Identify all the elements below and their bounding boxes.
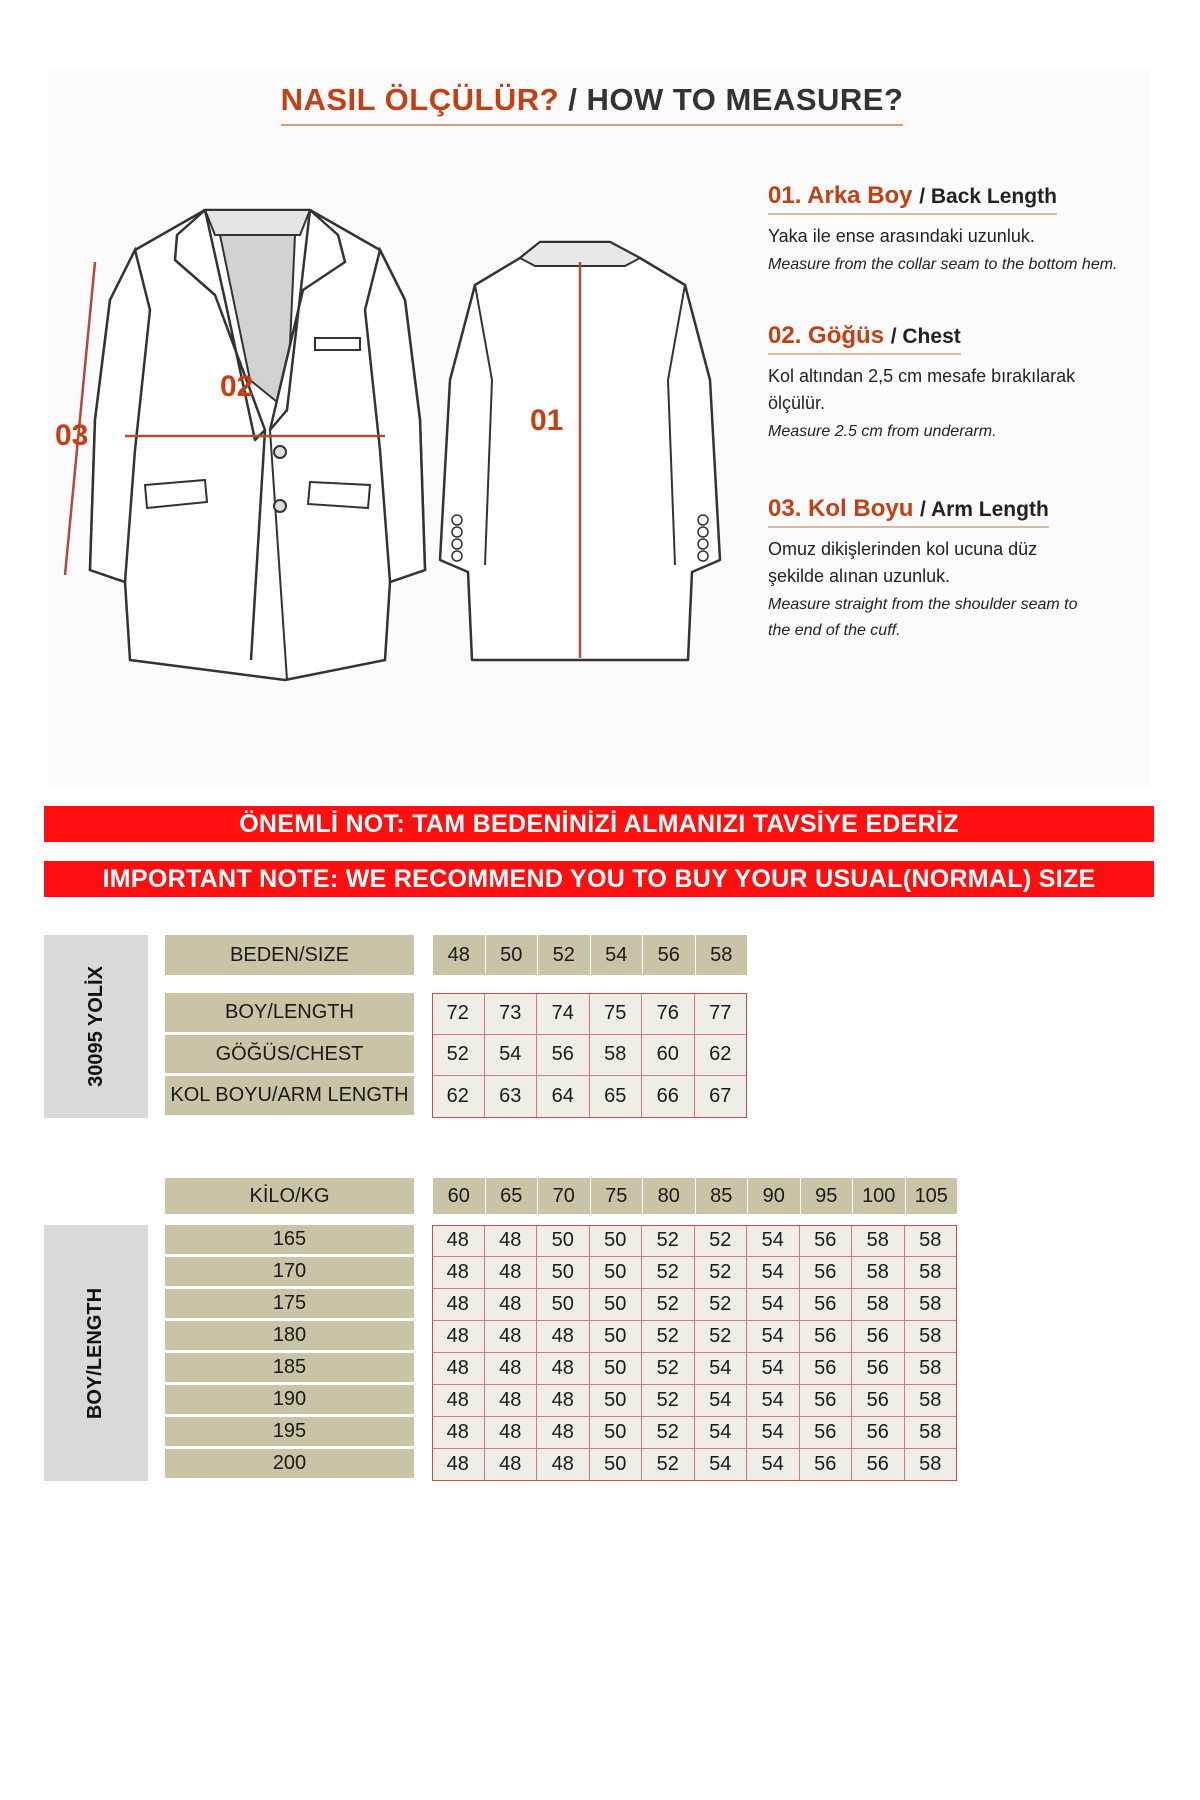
weight-cell: 54 (747, 1289, 800, 1321)
weight-cell: 52 (695, 1225, 748, 1257)
step-2-text-tr: Kol altından 2,5 cm mesafe bırakılarak ölçülür. (768, 366, 1076, 413)
weight-header-cell: 100 (853, 1178, 906, 1214)
weight-cell: 48 (485, 1417, 538, 1449)
weight-cell: 50 (590, 1257, 643, 1289)
height-row-label: 170 (165, 1257, 414, 1286)
weight-cell: 56 (852, 1321, 905, 1353)
weight-cell: 50 (537, 1289, 590, 1321)
note-tr: ÖNEMLİ NOT: TAM BEDENİNİZİ ALMANIZI TAVSİYE EDERİZ (44, 806, 1154, 842)
weight-header-cell: 70 (538, 1178, 591, 1214)
size-row-label: BOY/LENGTH (165, 993, 414, 1032)
step-3-text-tr: Omuz dikişlerinden kol ucuna düz şekilde alınan uzunluk. (768, 539, 1038, 586)
weight-header-row (433, 1178, 958, 1214)
weight-cell: 50 (590, 1385, 643, 1417)
step-2-title-tr: Göğüs (808, 322, 885, 349)
weight-cell: 56 (800, 1385, 853, 1417)
weight-header-label: KİLO/KG (165, 1178, 414, 1214)
weight-header-cell: 65 (486, 1178, 539, 1214)
weight-cell: 58 (905, 1225, 958, 1257)
weight-cell: 48 (432, 1385, 485, 1417)
weight-cell: 56 (852, 1385, 905, 1417)
label-03: 03 (55, 419, 89, 452)
weight-cell: 56 (800, 1353, 853, 1385)
weight-row (432, 1449, 957, 1481)
weight-cell: 54 (747, 1257, 800, 1289)
weight-cell: 54 (747, 1417, 800, 1449)
size-cell: 63 (485, 1076, 538, 1118)
size-cell: 64 (537, 1076, 590, 1118)
size-header-cell: 52 (538, 935, 591, 975)
title-sep: / (559, 82, 587, 117)
weight-cell: 58 (852, 1225, 905, 1257)
weight-cell: 52 (642, 1289, 695, 1321)
weight-row (432, 1353, 957, 1385)
size-cell: 66 (642, 1076, 695, 1118)
height-row-label: 180 (165, 1321, 414, 1350)
label-02: 02 (220, 370, 254, 403)
weight-cell: 56 (800, 1289, 853, 1321)
weight-cell: 48 (485, 1449, 538, 1481)
weight-cell: 54 (747, 1449, 800, 1481)
weight-row (432, 1385, 957, 1417)
weight-cell: 50 (590, 1289, 643, 1321)
size-row (432, 1035, 747, 1077)
weight-cell: 48 (537, 1417, 590, 1449)
weight-cell: 50 (590, 1417, 643, 1449)
weight-cell: 54 (695, 1449, 748, 1481)
step-1-title-tr: Arka Boy (807, 182, 913, 209)
weight-cell: 58 (905, 1321, 958, 1353)
size-cell: 62 (432, 1076, 485, 1118)
title-en: HOW TO MEASURE? (586, 82, 904, 117)
weight-cell: 48 (537, 1385, 590, 1417)
size-row (432, 1076, 747, 1118)
weight-cell: 48 (485, 1385, 538, 1417)
weight-cell: 48 (432, 1289, 485, 1321)
weight-header-cell: 95 (801, 1178, 854, 1214)
size-row (432, 993, 747, 1035)
weight-cell: 50 (590, 1225, 643, 1257)
weight-cell: 52 (642, 1225, 695, 1257)
height-row-label: 185 (165, 1353, 414, 1382)
weight-cell: 48 (432, 1449, 485, 1481)
weight-cell: 58 (852, 1289, 905, 1321)
weight-cell: 56 (800, 1321, 853, 1353)
weight-cell: 54 (695, 1417, 748, 1449)
step-3-heading: 03. Kol Boyu / Arm Length (768, 495, 1049, 528)
weight-header-cell: 105 (906, 1178, 959, 1214)
weight-cell: 58 (905, 1385, 958, 1417)
step-3-num: 03. (768, 495, 802, 522)
weight-row (432, 1417, 957, 1449)
step-2-num: 02. (768, 322, 802, 349)
size-cell: 62 (695, 1035, 748, 1077)
weight-cell: 52 (642, 1257, 695, 1289)
label-01: 01 (530, 404, 564, 437)
weight-cell: 50 (590, 1353, 643, 1385)
weight-cell: 52 (695, 1289, 748, 1321)
weight-cell: 52 (642, 1385, 695, 1417)
jacket-front-diagram (55, 190, 435, 690)
height-row-label: 195 (165, 1417, 414, 1446)
weight-header-cell: 85 (696, 1178, 749, 1214)
size-cell: 58 (590, 1035, 643, 1077)
size-header-label: BEDEN/SIZE (165, 935, 414, 975)
weight-cell: 52 (642, 1321, 695, 1353)
size-row-label: KOL BOYU/ARM LENGTH (165, 1076, 414, 1115)
weight-header-cell: 60 (433, 1178, 486, 1214)
weight-cell: 56 (800, 1449, 853, 1481)
weight-cell: 48 (432, 1321, 485, 1353)
size-header-cell: 54 (591, 935, 644, 975)
height-row-label: 175 (165, 1289, 414, 1318)
step-3 (768, 495, 1098, 644)
step-2 (768, 322, 1098, 445)
weight-cell: 48 (485, 1257, 538, 1289)
weight-cell: 48 (537, 1353, 590, 1385)
weight-header-cell: 75 (591, 1178, 644, 1214)
size-header-cell: 48 (433, 935, 486, 975)
size-cell: 72 (432, 993, 485, 1035)
weight-cell: 52 (695, 1257, 748, 1289)
weight-cell: 48 (485, 1289, 538, 1321)
weight-cell: 58 (905, 1289, 958, 1321)
weight-cell: 56 (800, 1225, 853, 1257)
weight-cell: 50 (537, 1257, 590, 1289)
weight-cell: 54 (747, 1321, 800, 1353)
size-cell: 56 (537, 1035, 590, 1077)
step-2-title-en: Chest (902, 325, 961, 348)
size-cell: 52 (432, 1035, 485, 1077)
size-cell: 77 (695, 993, 748, 1035)
size-header-cell: 50 (486, 935, 539, 975)
weight-cell: 54 (747, 1385, 800, 1417)
step-1-text-tr: Yaka ile ense arasındaki uzunluk. (768, 226, 1035, 246)
weight-header-cell: 80 (643, 1178, 696, 1214)
size-cell: 65 (590, 1076, 643, 1118)
weight-cell: 48 (485, 1225, 538, 1257)
product-label: 30095 YOLİX (44, 935, 148, 1118)
weight-cell: 48 (537, 1321, 590, 1353)
weight-cell: 48 (432, 1257, 485, 1289)
jacket-back-diagram (430, 230, 730, 670)
weight-cell: 54 (747, 1225, 800, 1257)
page-title (0, 82, 1200, 126)
weight-cell: 54 (747, 1353, 800, 1385)
weight-row (432, 1225, 957, 1257)
weight-cell: 52 (642, 1353, 695, 1385)
weight-cell: 54 (695, 1385, 748, 1417)
height-row-label: 190 (165, 1385, 414, 1414)
step-2-heading: 02. Göğüs / Chest (768, 322, 961, 355)
weight-cell: 56 (852, 1353, 905, 1385)
size-cell: 60 (642, 1035, 695, 1077)
step-1-text-en: Measure from the collar seam to the bottom hem. (768, 256, 1118, 273)
size-cell: 76 (642, 993, 695, 1035)
step-3-text-en: Measure straight from the shoulder seam to the end of the cuff. (768, 596, 1078, 639)
weight-cell: 56 (800, 1257, 853, 1289)
height-side-label: BOY/LENGTH (44, 1225, 148, 1481)
weight-header-cell: 90 (748, 1178, 801, 1214)
weight-cell: 48 (432, 1353, 485, 1385)
weight-cell: 56 (852, 1417, 905, 1449)
size-cell: 75 (590, 993, 643, 1035)
size-header-row (433, 935, 748, 975)
weight-cell: 50 (590, 1449, 643, 1481)
weight-cell: 48 (537, 1449, 590, 1481)
height-row-label: 165 (165, 1225, 414, 1254)
size-cell: 67 (695, 1076, 748, 1118)
weight-cell: 50 (537, 1225, 590, 1257)
step-1-title-en: Back Length (930, 185, 1057, 208)
step-3-title-tr: Kol Boyu (808, 495, 914, 522)
size-cell: 73 (485, 993, 538, 1035)
weight-cell: 58 (852, 1257, 905, 1289)
weight-cell: 58 (905, 1449, 958, 1481)
size-header-cell: 56 (643, 935, 696, 975)
weight-cell: 56 (800, 1417, 853, 1449)
weight-cell: 48 (485, 1353, 538, 1385)
size-cell: 54 (485, 1035, 538, 1077)
height-row-label: 200 (165, 1449, 414, 1478)
step-3-title-en: Arm Length (930, 498, 1049, 521)
step-1-heading: 01. Arka Boy / Back Length (768, 182, 1057, 215)
weight-cell: 52 (695, 1321, 748, 1353)
weight-row (432, 1257, 957, 1289)
step-1-num: 01. (768, 182, 802, 209)
weight-cell: 52 (642, 1449, 695, 1481)
weight-cell: 54 (695, 1353, 748, 1385)
weight-cell: 50 (590, 1321, 643, 1353)
weight-cell: 58 (905, 1257, 958, 1289)
weight-cell: 58 (905, 1417, 958, 1449)
weight-cell: 48 (485, 1321, 538, 1353)
step-1 (768, 182, 1148, 278)
size-row-label: GÖĞÜS/CHEST (165, 1035, 414, 1074)
weight-cell: 48 (432, 1417, 485, 1449)
weight-row (432, 1289, 957, 1321)
title-tr: NASIL ÖLÇÜLÜR? (280, 82, 560, 117)
weight-row (432, 1321, 957, 1353)
weight-cell: 52 (642, 1417, 695, 1449)
note-en: IMPORTANT NOTE: WE RECOMMEND YOU TO BUY YOUR USUAL(NORMAL) SIZE (44, 861, 1154, 897)
size-header-cell: 58 (696, 935, 749, 975)
weight-cell: 58 (905, 1353, 958, 1385)
size-cell: 74 (537, 993, 590, 1035)
weight-cell: 48 (432, 1225, 485, 1257)
step-2-text-en: Measure 2.5 cm from underarm. (768, 423, 997, 440)
weight-cell: 56 (852, 1449, 905, 1481)
